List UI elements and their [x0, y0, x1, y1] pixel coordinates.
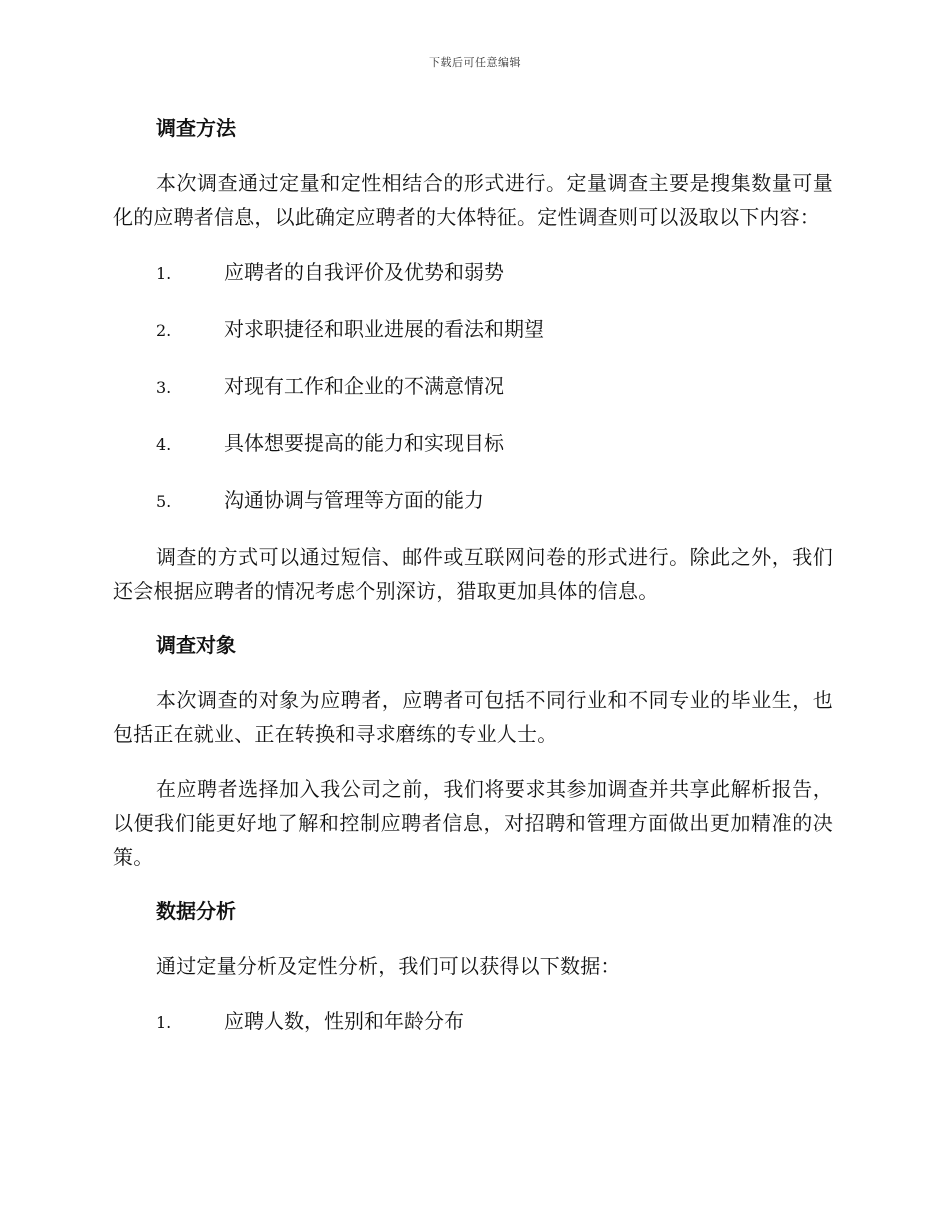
- list-text: 沟通协调与管理等方面的能力: [224, 488, 484, 512]
- list-text: 对求职捷径和职业进展的看法和期望: [224, 317, 544, 341]
- list-number: 2.: [156, 321, 172, 340]
- method-outro-paragraph: 调查的方式可以通过短信、邮件或互联网问卷的形式进行。除此之外，我们还会根据应聘者的情况考虑个别深访，猎取更加具体的信息。: [113, 545, 833, 603]
- list-number: 1.: [156, 1013, 172, 1032]
- section-heading-subject: 调查对象: [156, 633, 236, 657]
- method-intro-paragraph: 本次调查通过定量和定性相结合的形式进行。定量调查主要是搜集数量可量化的应聘者信息，以此确定应聘者的大体特征。定性调查则可以汲取以下内容：: [113, 171, 833, 229]
- list-number: 4.: [156, 435, 172, 454]
- method-list-item-3: [113, 369, 833, 405]
- page-header-note: 下载后可任意编辑: [429, 56, 521, 69]
- list-text: 应聘者的自我评价及优势和弱势: [224, 260, 504, 284]
- method-list-item-5: [113, 483, 833, 519]
- analysis-intro-paragraph: 通过定量分析及定性分析，我们可以获得以下数据：: [156, 954, 621, 978]
- section-heading-analysis: 数据分析: [156, 899, 236, 923]
- method-list-item-4: [113, 426, 833, 462]
- list-number: 3.: [156, 378, 172, 397]
- subject-paragraph-2: 在应聘者选择加入我公司之前，我们将要求其参加调查并共享此解析报告，以便我们能更好地了解和控制应聘者信息，对招聘和管理方面做出更加精准的决策。: [113, 777, 833, 869]
- method-list-item-1: [113, 255, 833, 291]
- list-text: 具体想要提高的能力和实现目标: [224, 431, 504, 455]
- section-heading-method: 调查方法: [156, 116, 236, 140]
- list-text: 对现有工作和企业的不满意情况: [224, 374, 504, 398]
- list-number: 1.: [156, 264, 172, 283]
- subject-paragraph-1: 本次调查的对象为应聘者，应聘者可包括不同行业和不同专业的毕业生，也包括正在就业、正在转换和寻求磨练的专业人士。: [113, 688, 833, 746]
- analysis-list-item-1: [113, 1004, 833, 1040]
- method-list-item-2: [113, 312, 833, 348]
- list-number: 5.: [156, 492, 172, 511]
- list-text: 应聘人数，性别和年龄分布: [224, 1009, 464, 1033]
- document-body: [113, 112, 833, 1061]
